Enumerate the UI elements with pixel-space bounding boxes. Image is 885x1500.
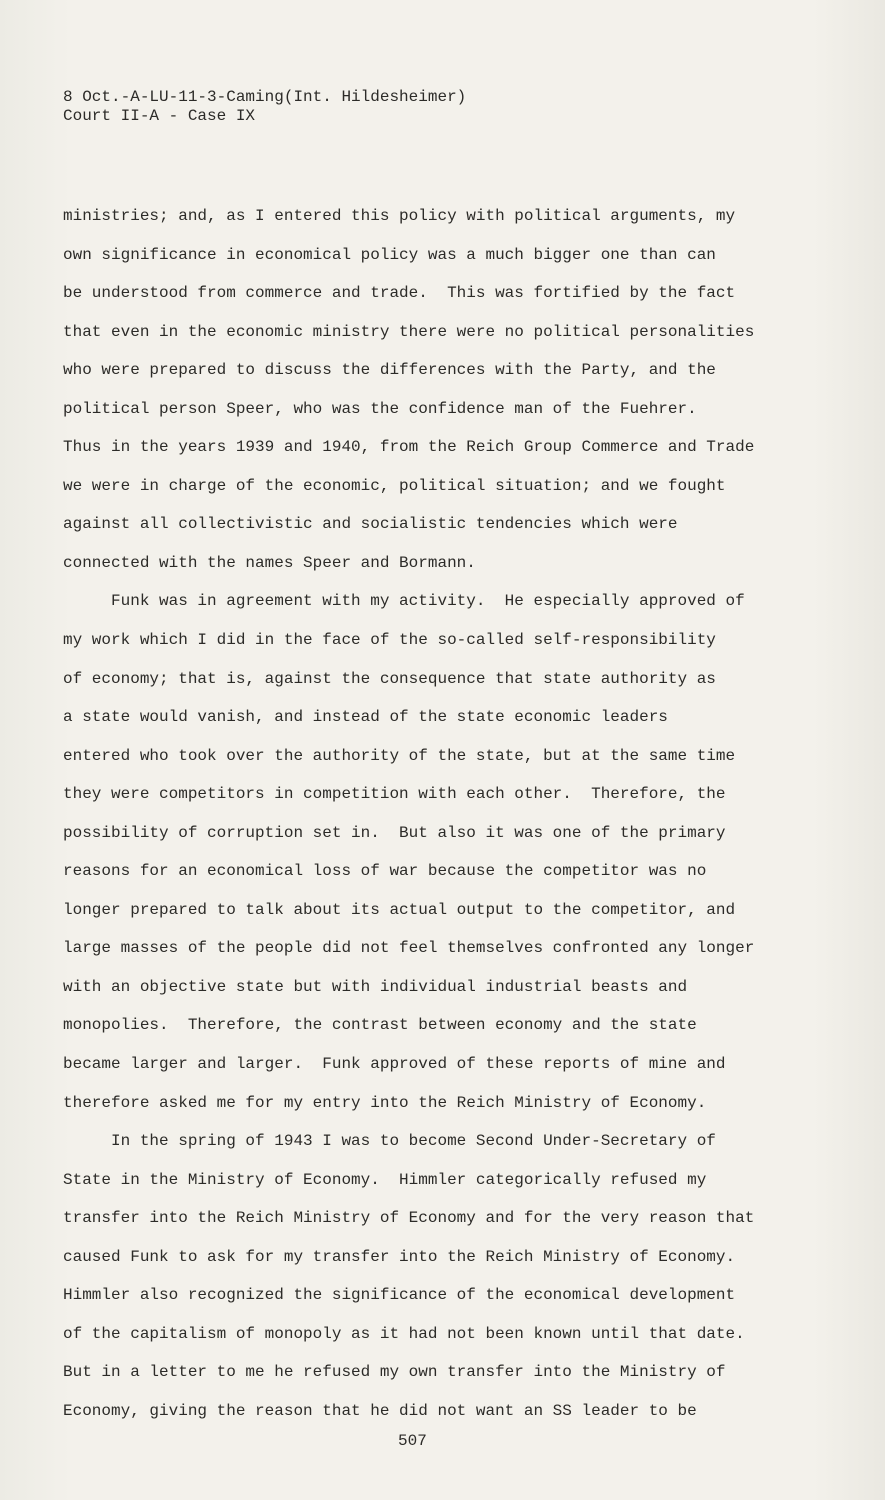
body-line: But in a letter to me he refused my own transfer into the Ministry of [63,1363,726,1382]
body-line: who were prepared to discuss the differences with the Party, and the [63,361,716,380]
body-line: State in the Ministry of Economy. Himmler categorically refused my [63,1170,707,1189]
body-line: my work which I did in the face of the so-called self-responsibility [63,631,716,650]
body-line: Funk was in agreement with my activity. He especially approved of [63,592,745,611]
body-line: against all collectivistic and socialistic tendencies which were [63,515,678,534]
body-line: of economy; that is, against the consequence that state authority as [63,669,716,688]
body-line: large masses of the people did not feel themselves confronted any longer [63,939,755,958]
page-number: 507 [398,1432,427,1450]
body-line: caused Funk to ask for my transfer into the Reich Ministry of Economy. [63,1247,736,1266]
body-line: entered who took over the authority of the state, but at the same time [63,746,736,765]
body-line: transfer into the Reich Ministry of Economy and for the very reason that [63,1209,755,1228]
header-line-1: 8 Oct.-A-LU-11-3-Caming(Int. Hildesheimer) [63,88,467,106]
body-line: Thus in the years 1939 and 1940, from the Reich Group Commerce and Trade [63,438,755,457]
body-line: Himmler also recognized the significance of the economical development [63,1286,736,1305]
body-line: reasons for an economical loss of war because the competitor was no [63,862,707,881]
body-line: a state would vanish, and instead of the state economic leaders [63,708,668,727]
body-line: they were competitors in competition with each other. Therefore, the [63,785,726,804]
body-line: own significance in economical policy was a much bigger one than can [63,245,716,264]
body-line: monopolies. Therefore, the contrast between economy and the state [63,1016,697,1035]
body-line: with an objective state but with individual industrial beasts and [63,977,688,996]
body-line: possibility of corruption set in. But also it was one of the primary [63,823,726,842]
body-line: connected with the names Speer and Bormann. [63,553,476,572]
body-line: In the spring of 1943 I was to become Second Under-Secretary of [63,1132,716,1151]
body-line: political person Speer, who was the confidence man of the Fuehrer. [63,399,697,418]
document-header [63,88,466,126]
body-line: be understood from commerce and trade. This was fortified by the fact [63,284,736,303]
header-line-2: Court II-A - Case IX [63,107,256,125]
body-line: Economy, giving the reason that he did not want an SS leader to be [63,1401,697,1420]
body-line: of the capitalism of monopoly as it had not been known until that date. [63,1324,745,1343]
body-line: that even in the economic ministry there were no political personalities [63,322,755,341]
body-line: ministries; and, as I entered this policy with political arguments, my [63,207,736,225]
body-line: became larger and larger. Funk approved of these reports of mine and [63,1055,726,1074]
body-line: therefore asked me for my entry into the Reich Ministry of Economy. [63,1093,707,1112]
body-line: longer prepared to talk about its actual output to the competitor, and [63,900,736,919]
body-line: we were in charge of the economic, political situation; and we fought [63,476,726,495]
document-body [63,204,754,1438]
